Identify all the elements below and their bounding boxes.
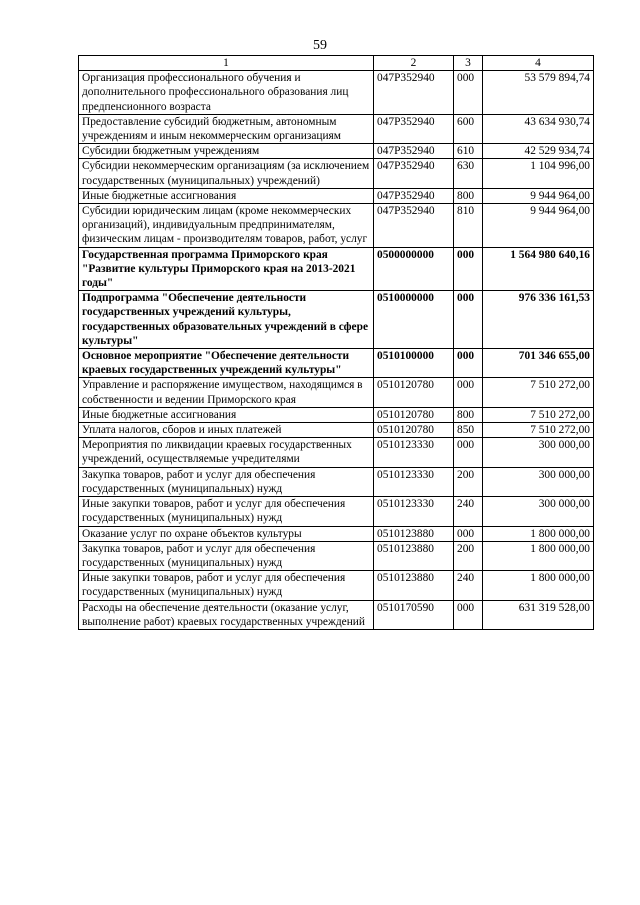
row-amount: 42 529 934,74 [483,144,594,159]
table-row [79,378,594,407]
row-expense-type: 240 [454,571,483,600]
row-code: 0510123880 [374,571,454,600]
row-name: Иные закупки товаров, работ и услуг для обеспечения государственных (муниципальных) нужд [79,571,374,600]
header-cell-1: 1 [79,56,374,71]
row-code: 0500000000 [374,247,454,291]
table-row [79,114,594,143]
table-row [79,188,594,203]
row-code: 0510170590 [374,600,454,629]
row-code: 0510123880 [374,526,454,541]
row-expense-type: 000 [454,291,483,349]
row-name: Организация профессионального обучения и дополнительного профессионального образования лиц предпенсионного возраста [79,71,374,115]
row-code: 0510123880 [374,541,454,570]
row-code: 0510120780 [374,378,454,407]
row-code: 0510123330 [374,467,454,496]
row-name: Предоставление субсидий бюджетным, автономным учреждениям и иным некоммерческим организациям [79,114,374,143]
table-row [79,247,594,291]
table-row [79,159,594,188]
row-expense-type: 610 [454,144,483,159]
row-amount: 1 564 980 640,16 [483,247,594,291]
row-name: Закупка товаров, работ и услуг для обеспечения государственных (муниципальных) нужд [79,467,374,496]
row-code: 047P352940 [374,71,454,115]
row-amount: 300 000,00 [483,438,594,467]
table-row [79,144,594,159]
row-code: 0510120780 [374,423,454,438]
row-code: 047P352940 [374,114,454,143]
row-expense-type: 200 [454,541,483,570]
row-expense-type: 800 [454,407,483,422]
row-expense-type: 000 [454,71,483,115]
table-row [79,571,594,600]
row-expense-type: 240 [454,497,483,526]
row-code: 0510120780 [374,407,454,422]
row-amount: 1 104 996,00 [483,159,594,188]
row-expense-type: 000 [454,247,483,291]
row-name: Иные закупки товаров, работ и услуг для обеспечения государственных (муниципальных) нужд [79,497,374,526]
page-number: 59 [313,38,327,53]
row-expense-type: 000 [454,438,483,467]
header-row [79,56,594,71]
row-code: 047P352940 [374,204,454,248]
row-amount: 976 336 161,53 [483,291,594,349]
table-body [79,71,594,630]
row-name: Подпрограмма "Обеспечение деятельности государственных учреждений культуры, государственных образовательных учреждений в сфере культуры" [79,291,374,349]
row-amount: 7 510 272,00 [483,423,594,438]
row-amount: 9 944 964,00 [483,204,594,248]
table-row [79,497,594,526]
row-expense-type: 600 [454,114,483,143]
row-name: Управление и распоряжение имуществом, находящимся в собственности и ведении Приморского края [79,378,374,407]
table-row [79,349,594,378]
table-row [79,467,594,496]
row-name: Государственная программа Приморского края "Развитие культуры Приморского края на 2013-2021 годы" [79,247,374,291]
row-name: Иные бюджетные ассигнования [79,188,374,203]
row-expense-type: 800 [454,188,483,203]
table-row [79,600,594,629]
row-amount: 631 319 528,00 [483,600,594,629]
row-name: Субсидии бюджетным учреждениям [79,144,374,159]
budget-table [78,55,594,630]
row-amount: 43 634 930,74 [483,114,594,143]
row-expense-type: 200 [454,467,483,496]
table-row [79,526,594,541]
table-row [79,423,594,438]
row-expense-type: 630 [454,159,483,188]
row-name: Закупка товаров, работ и услуг для обеспечения государственных (муниципальных) нужд [79,541,374,570]
row-expense-type: 000 [454,526,483,541]
row-name: Уплата налогов, сборов и иных платежей [79,423,374,438]
row-amount: 7 510 272,00 [483,407,594,422]
row-amount: 300 000,00 [483,497,594,526]
row-code: 0510100000 [374,349,454,378]
row-amount: 701 346 655,00 [483,349,594,378]
row-name: Иные бюджетные ассигнования [79,407,374,422]
row-expense-type: 000 [454,378,483,407]
row-amount: 1 800 000,00 [483,571,594,600]
row-code: 0510123330 [374,438,454,467]
row-expense-type: 850 [454,423,483,438]
row-code: 047P352940 [374,159,454,188]
row-amount: 7 510 272,00 [483,378,594,407]
table-row [79,204,594,248]
header-cell-3: 3 [454,56,483,71]
row-name: Мероприятия по ликвидации краевых государственных учреждений, осуществляемые учредителями [79,438,374,467]
row-expense-type: 000 [454,600,483,629]
row-expense-type: 810 [454,204,483,248]
row-name: Основное мероприятие "Обеспечение деятельности краевых государственных учреждений культуры" [79,349,374,378]
header-cell-2: 2 [374,56,454,71]
header-cell-4: 4 [483,56,594,71]
row-code: 0510000000 [374,291,454,349]
row-code: 047P352940 [374,144,454,159]
row-name: Субсидии некоммерческим организациям (за исключением государственных (муниципальных) учреждений) [79,159,374,188]
table-row [79,438,594,467]
row-expense-type: 000 [454,349,483,378]
row-amount: 300 000,00 [483,467,594,496]
row-amount: 9 944 964,00 [483,188,594,203]
row-amount: 1 800 000,00 [483,526,594,541]
row-name: Оказание услуг по охране объектов культуры [79,526,374,541]
table-row [79,291,594,349]
table-row [79,541,594,570]
row-code: 047P352940 [374,188,454,203]
row-amount: 53 579 894,74 [483,71,594,115]
row-code: 0510123330 [374,497,454,526]
row-name: Субсидии юридическим лицам (кроме некоммерческих организаций), индивидуальным предпринимателям, физическим лицам - производителям товаров, работ, услуг [79,204,374,248]
table-row [79,71,594,115]
table-row [79,407,594,422]
row-amount: 1 800 000,00 [483,541,594,570]
row-name: Расходы на обеспечение деятельности (оказание услуг, выполнение работ) краевых государственных учреждений [79,600,374,629]
